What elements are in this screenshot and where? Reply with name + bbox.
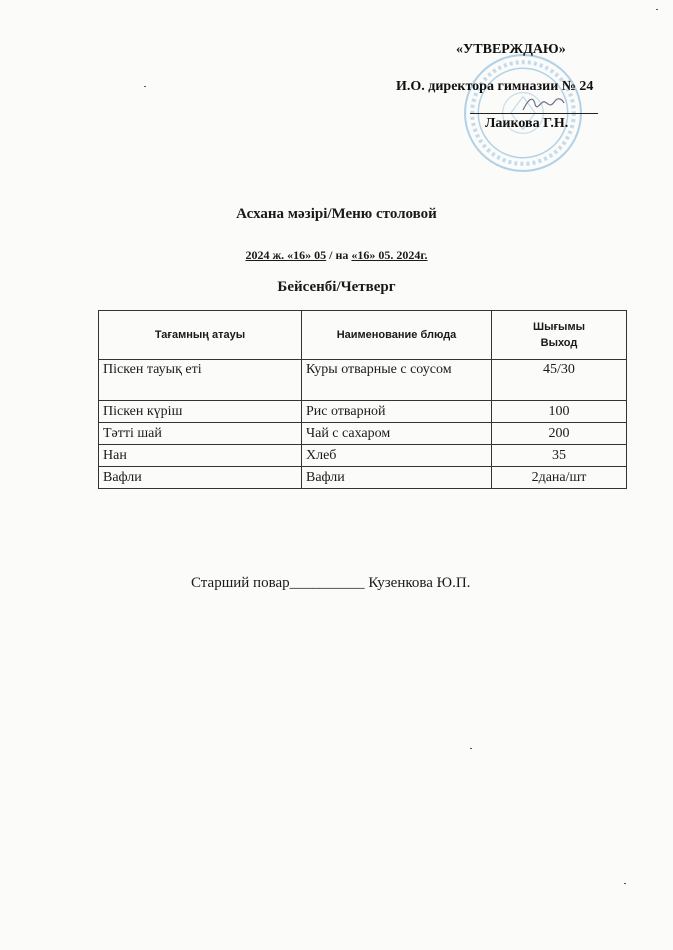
cell-yield: 2дана/шт <box>492 467 627 489</box>
table-header-row <box>99 311 627 360</box>
table-row <box>99 401 627 423</box>
approval-name: Лаикова Г.Н. <box>485 116 569 131</box>
menu-day: Бейсенбі/Четверг <box>277 279 396 295</box>
date-from: 2024 ж. «16» 05 <box>245 248 327 262</box>
cell-russian-name: Рис отварной <box>302 401 492 423</box>
scan-speck <box>144 86 146 87</box>
table-row <box>99 360 627 401</box>
menu-title: Асхана мәзірі/Меню столовой <box>236 206 437 222</box>
scan-speck <box>624 883 626 884</box>
cell-yield: 35 <box>492 445 627 467</box>
table-row <box>99 467 627 489</box>
cell-yield: 45/30 <box>492 360 627 401</box>
cell-russian-name: Куры отварные с соусом <box>302 360 492 401</box>
scan-speck <box>656 9 658 10</box>
approval-title: «УТВЕРЖДАЮ» <box>456 42 566 57</box>
director-signature <box>520 92 566 116</box>
header-russian-name: Наименование блюда <box>302 311 492 360</box>
scan-speck <box>470 748 472 749</box>
cook-signature-line: Старший повар__________ Кузенкова Ю.П. <box>191 575 471 591</box>
cell-yield: 200 <box>492 423 627 445</box>
header-kazakh-name: Тағамның атауы <box>99 311 302 360</box>
cell-kazakh-name: Піскен тауық еті <box>99 360 302 401</box>
approval-role: И.О. директора гимназии № 24 <box>396 79 594 94</box>
cell-yield: 100 <box>492 401 627 423</box>
cell-kazakh-name: Нан <box>99 445 302 467</box>
cell-kazakh-name: Тәтті шай <box>99 423 302 445</box>
cell-kazakh-name: Вафли <box>99 467 302 489</box>
table-row <box>99 423 627 445</box>
menu-table <box>98 310 627 489</box>
cell-russian-name: Вафли <box>302 467 492 489</box>
table-row <box>99 445 627 467</box>
date-to: «16» 05. 2024г. <box>351 248 428 262</box>
cell-russian-name: Чай с сахаром <box>302 423 492 445</box>
cell-kazakh-name: Піскен күріш <box>99 401 302 423</box>
header-yield <box>492 311 627 360</box>
date-separator: / на <box>326 248 352 262</box>
cell-russian-name: Хлеб <box>302 445 492 467</box>
menu-dates <box>0 248 673 263</box>
header-yield-text: Шығымы Выход <box>533 321 585 349</box>
